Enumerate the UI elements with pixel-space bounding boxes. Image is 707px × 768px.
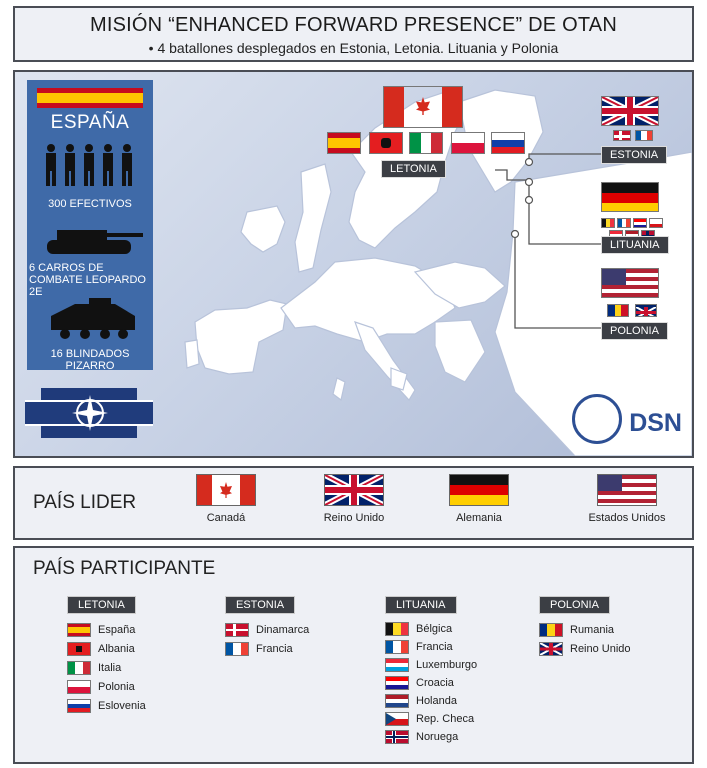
albania-flag-small	[369, 132, 403, 154]
header-panel	[13, 6, 694, 62]
list-item	[539, 639, 631, 658]
list-item	[385, 620, 477, 638]
uk-flag-tiny	[635, 304, 657, 317]
belgium-flag-icon	[385, 622, 409, 636]
country-name: España	[98, 623, 136, 636]
albania-flag-icon	[67, 642, 91, 656]
letonia-tag: LETONIA	[381, 160, 446, 178]
canada-flag	[383, 86, 463, 128]
uk-flag-icon	[539, 642, 563, 656]
canada-flag-leader	[196, 474, 256, 506]
country-name: Rumania	[570, 623, 615, 636]
czech-flag-icon	[385, 712, 409, 726]
spain-flag-small	[327, 132, 361, 154]
uk-flag	[601, 96, 659, 126]
list-item	[67, 620, 146, 639]
france-flag-icon	[225, 642, 249, 656]
leader-uk	[309, 474, 399, 524]
list-item	[225, 639, 309, 658]
column-lituania	[385, 595, 477, 746]
tanks-label: 6 CARROS DE COMBATE LEOPARDO 2E	[29, 262, 146, 298]
uk-flag-tiny-drawing	[636, 307, 656, 317]
croatia-flag-tiny	[633, 218, 647, 228]
spain-flag-icon	[67, 623, 91, 637]
troops-label: 300 EFECTIVOS	[48, 198, 132, 210]
polonia-tag: POLONIA	[601, 322, 668, 340]
croatia-flag-icon	[385, 676, 409, 690]
romania-flag-icon	[539, 623, 563, 637]
country-name: Italia	[98, 661, 122, 674]
list-item	[385, 728, 477, 746]
luxembourg-flag-icon	[385, 658, 409, 672]
poland-flag-small	[451, 132, 485, 154]
list-item	[385, 638, 477, 656]
belgium-flag-tiny	[601, 218, 615, 228]
leader-canada	[191, 474, 261, 524]
column-estonia	[225, 595, 309, 658]
country-name: Holanda	[416, 695, 457, 707]
czech-flag-tiny	[649, 218, 663, 228]
country-name: Polonia	[98, 680, 135, 693]
uk-flag-leader	[324, 474, 384, 506]
country-name: Francia	[256, 642, 293, 655]
poland-flag-icon	[67, 680, 91, 694]
usa-flag	[601, 268, 659, 298]
france-flag-tiny	[635, 130, 653, 141]
netherlands-flag-icon	[385, 694, 409, 708]
slovenia-flag-small	[491, 132, 525, 154]
spain-label: ESPAÑA	[50, 112, 130, 133]
page-title: MISIÓN “ENHANCED FORWARD PRESENCE” DE OTAN	[90, 14, 617, 36]
uk-flag-drawing	[602, 97, 658, 125]
column-header: POLONIA	[539, 596, 610, 614]
denmark-flag-tiny	[613, 130, 631, 141]
list-item	[67, 658, 146, 677]
list-item	[539, 620, 631, 639]
list-item	[67, 696, 146, 715]
leaders-title: PAÍS LIDER	[33, 492, 137, 513]
armored-label: 16 BLINDADOS PIZARRO	[50, 348, 130, 372]
list-item	[225, 620, 309, 639]
list-item	[385, 656, 477, 674]
leader-germany	[441, 474, 517, 524]
france-flag-tiny-2	[617, 218, 631, 228]
column-letonia	[67, 595, 146, 715]
country-name: Dinamarca	[256, 623, 310, 636]
column-header: LITUANIA	[385, 596, 457, 614]
country-name: Albania	[98, 642, 135, 655]
list-item	[67, 639, 146, 658]
page-subtitle: • 4 batallones desplegados en Estonia, Letonia. Lituania y Polonia	[148, 40, 559, 56]
dsn-logo: DSN	[629, 409, 682, 437]
country-name: Luxemburgo	[416, 659, 478, 671]
leader-name: Canadá	[206, 512, 246, 524]
list-item	[67, 677, 146, 696]
leader-name: Estados Unidos	[588, 512, 666, 524]
country-name: Noruega	[416, 731, 459, 743]
italy-flag-small	[409, 132, 443, 154]
norway-flag-icon	[385, 730, 409, 744]
country-name: Francia	[416, 641, 453, 653]
uk-flag-leader-drawing	[325, 475, 383, 505]
usa-flag-leader	[597, 474, 657, 506]
country-name: Eslovenia	[98, 699, 146, 712]
leaders-panel	[13, 466, 694, 540]
estonia-tag: ESTONIA	[601, 146, 667, 164]
participants-title: PAÍS PARTICIPANTE	[33, 558, 216, 579]
country-name: Croacia	[416, 677, 454, 689]
leader-usa	[577, 474, 677, 524]
romania-flag-tiny	[607, 304, 629, 317]
leader-name: Reino Unido	[323, 512, 385, 524]
italy-flag-icon	[67, 661, 91, 675]
germany-flag	[601, 182, 659, 212]
country-name: Bélgica	[416, 623, 453, 635]
column-header: LETONIA	[67, 596, 136, 614]
country-name: Reino Unido	[570, 642, 631, 655]
leader-name: Alemania	[456, 512, 502, 524]
dsn-seal-icon	[572, 394, 622, 444]
denmark-flag-icon	[225, 623, 249, 637]
country-name: Rep. Checa	[416, 713, 475, 725]
list-item	[385, 710, 477, 728]
germany-flag-leader	[449, 474, 509, 506]
lituania-tag: LITUANIA	[601, 236, 669, 254]
europe-map	[13, 70, 694, 458]
list-item	[385, 692, 477, 710]
list-item	[385, 674, 477, 692]
slovenia-flag-icon	[67, 699, 91, 713]
france-flag-icon	[385, 640, 409, 654]
uk-flag-icon-drawing	[540, 643, 562, 655]
column-polonia	[539, 595, 631, 658]
participants-panel	[13, 546, 694, 764]
column-header: ESTONIA	[225, 596, 295, 614]
